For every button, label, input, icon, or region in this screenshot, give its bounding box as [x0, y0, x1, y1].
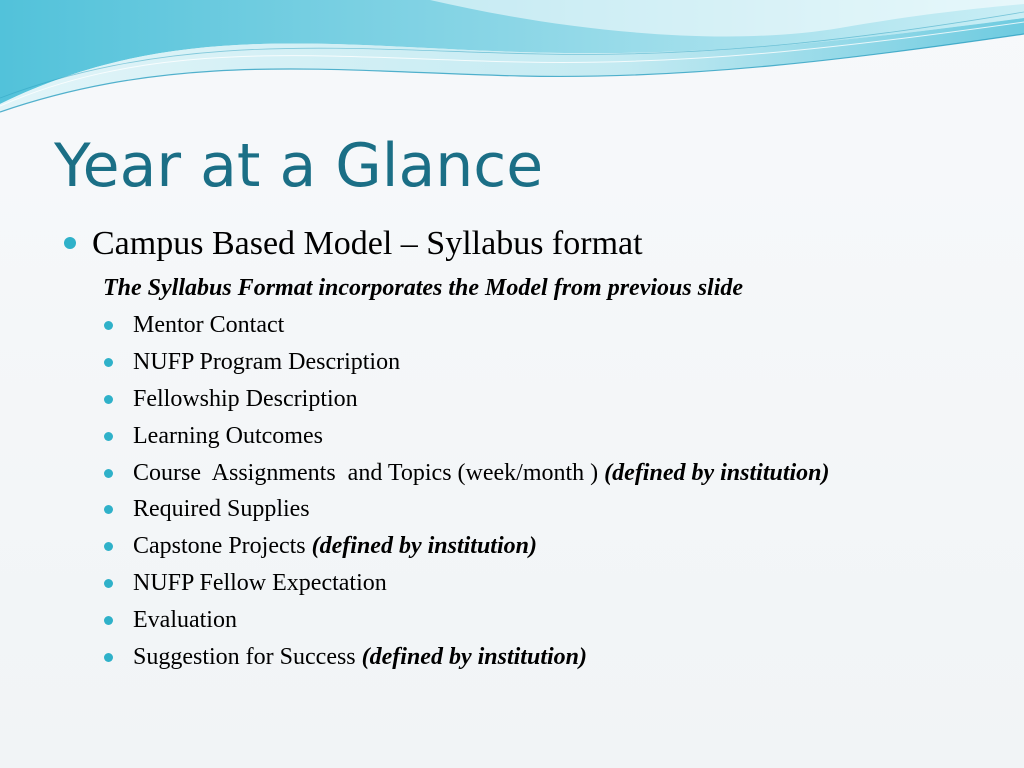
list-item-text: NUFP Fellow Expectation: [133, 570, 387, 597]
list-item-text: Required Supplies: [133, 496, 310, 523]
bullet-dot-icon: [104, 616, 113, 625]
list-item-note: (defined by institution): [311, 533, 537, 560]
decorative-wave-header: [0, 0, 1024, 130]
bullet-dot-icon: [104, 432, 113, 441]
list-item-label: [133, 455, 830, 491]
list-item-label: [133, 602, 237, 638]
list-item-text: Fellowship Description: [133, 385, 358, 412]
bullet-dot-icon: [104, 469, 113, 478]
list-item-label: [133, 344, 400, 380]
bullet-dot-icon: [104, 653, 113, 662]
main-bullet-text: Campus Based Model – Syllabus format: [92, 225, 643, 262]
list-item-label: [133, 565, 387, 601]
list-item-label: [133, 418, 323, 454]
bullet-dot-icon: [104, 579, 113, 588]
bullet-dot-icon: [104, 321, 113, 330]
list-item-text: Suggestion for Success: [133, 644, 362, 671]
list-item-text: NUFP Program Description: [133, 348, 401, 375]
list-item-label: [133, 528, 537, 564]
list-item-text: Capstone Projects: [133, 533, 312, 560]
bullet-dot-icon: [104, 358, 113, 367]
slide-title: Year at a Glance: [54, 131, 544, 201]
list-item-text: Evaluation: [133, 607, 237, 634]
list-item-note: (defined by institution): [604, 459, 830, 486]
bullet-dot-icon: [104, 395, 113, 404]
list-item-label: [133, 491, 310, 527]
list-item-label: [133, 307, 284, 343]
list-item-text: Course Assignments and Topics (week/month ): [133, 459, 605, 486]
list-item-text: Mentor Contact: [133, 312, 285, 338]
list-item-label: [133, 639, 587, 675]
list-item-label: [133, 381, 358, 417]
bullet-dot-icon: [104, 505, 113, 514]
list-item-note: (defined by institution): [361, 644, 587, 671]
bullet-dot-icon: [104, 542, 113, 551]
slide-subtitle: The Syllabus Format incorporates the Model from previous slide: [103, 275, 744, 301]
bullet-dot-icon: [64, 237, 76, 249]
list-item-text: Learning Outcomes: [133, 422, 323, 449]
